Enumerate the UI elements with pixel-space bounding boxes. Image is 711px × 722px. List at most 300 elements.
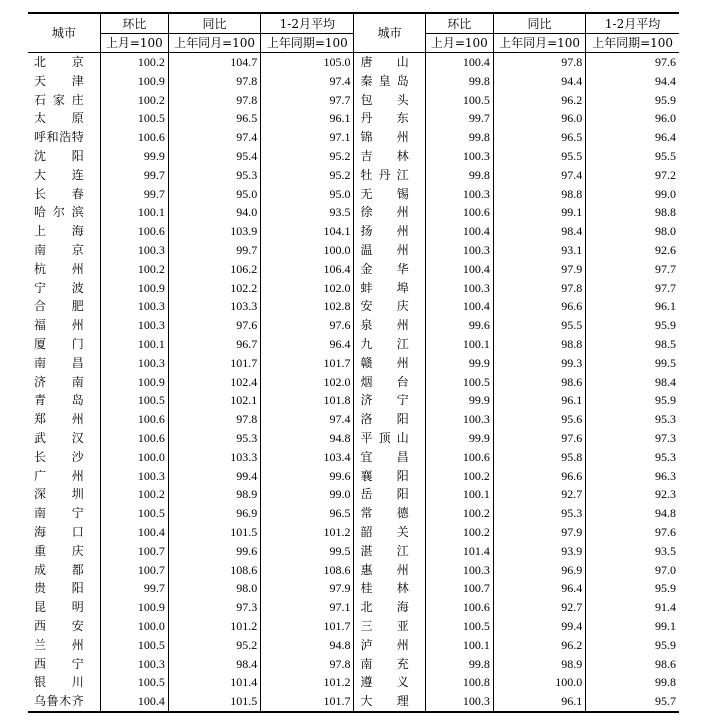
header-city-left: 城市 [28, 13, 100, 53]
left-yoy-cell: 102.4 [168, 373, 260, 392]
table-row [28, 241, 679, 260]
table-row [28, 467, 679, 486]
right-city-cell: 九江 [354, 335, 425, 354]
left-city-cell: 宁波 [34, 280, 84, 295]
right-yoy-cell: 98.8 [493, 335, 585, 354]
left-city-cell: 沈阳 [34, 148, 84, 163]
table-row [28, 53, 679, 72]
left-avg-cell: 97.7 [261, 91, 354, 110]
left-mom-cell: 100.2 [100, 53, 168, 72]
left-city-cell: 海口 [34, 524, 84, 539]
right-mom-cell: 100.5 [425, 91, 493, 110]
table-row [28, 504, 679, 523]
left-city-cell: 深圳 [34, 487, 84, 502]
left-avg-cell: 101.8 [261, 391, 354, 410]
table-row [28, 655, 679, 674]
left-yoy-cell: 104.7 [168, 53, 260, 72]
right-avg-cell: 94.4 [586, 72, 679, 91]
right-yoy-cell: 96.9 [493, 561, 585, 580]
table-row [28, 109, 679, 128]
left-yoy-cell: 101.4 [168, 673, 260, 692]
right-avg-cell: 99.8 [586, 673, 679, 692]
left-yoy-cell: 97.3 [168, 598, 260, 617]
right-mom-cell: 100.3 [425, 147, 493, 166]
left-avg-cell: 97.4 [261, 410, 354, 429]
left-yoy-cell: 95.0 [168, 185, 260, 204]
left-yoy-cell: 99.7 [168, 241, 260, 260]
right-avg-cell: 95.9 [586, 636, 679, 655]
right-avg-cell: 97.3 [586, 429, 679, 448]
right-yoy-cell: 93.9 [493, 542, 585, 561]
left-city-cell: 呼和浩特 [34, 130, 84, 145]
left-city-cell: 南京 [34, 242, 84, 257]
left-mom-cell: 100.6 [100, 128, 168, 147]
left-mom-cell: 100.4 [100, 523, 168, 542]
left-city-cell: 济南 [34, 374, 84, 389]
left-city-cell: 北京 [34, 55, 84, 69]
left-mom-cell: 100.9 [100, 373, 168, 392]
table-row [28, 335, 679, 354]
right-mom-cell: 100.7 [425, 579, 493, 598]
right-mom-cell: 100.3 [425, 561, 493, 580]
right-city-cell: 烟台 [354, 373, 425, 392]
left-yoy-cell: 98.9 [168, 485, 260, 504]
left-avg-cell: 97.1 [261, 128, 354, 147]
right-yoy-cell: 92.7 [493, 598, 585, 617]
right-city-cell: 湛江 [354, 542, 425, 561]
header-yoy-base-right: 上年同月=100 [493, 34, 585, 53]
table-row [28, 354, 679, 373]
right-avg-cell: 98.4 [586, 373, 679, 392]
left-yoy-cell: 101.5 [168, 523, 260, 542]
left-city-cell: 西宁 [34, 656, 84, 671]
right-avg-cell: 96.1 [586, 297, 679, 316]
right-yoy-cell: 94.4 [493, 72, 585, 91]
right-avg-cell: 97.6 [586, 523, 679, 542]
table-row [28, 523, 679, 542]
right-avg-cell: 97.6 [586, 53, 679, 72]
left-yoy-cell: 97.6 [168, 316, 260, 335]
right-avg-cell: 95.7 [586, 692, 679, 712]
header-row-1 [28, 13, 679, 34]
left-city-cell: 合肥 [34, 299, 84, 314]
right-avg-cell: 95.9 [586, 579, 679, 598]
right-avg-cell: 99.1 [586, 617, 679, 636]
right-mom-cell: 99.9 [425, 429, 493, 448]
left-yoy-cell: 103.9 [168, 222, 260, 241]
right-city-cell: 牡丹江 [354, 166, 425, 185]
right-mom-cell: 100.1 [425, 485, 493, 504]
table-row [28, 485, 679, 504]
left-avg-cell: 103.4 [261, 448, 354, 467]
right-yoy-cell: 93.1 [493, 241, 585, 260]
right-yoy-cell: 95.5 [493, 147, 585, 166]
left-yoy-cell: 106.2 [168, 260, 260, 279]
left-yoy-cell: 102.2 [168, 279, 260, 298]
left-mom-cell: 100.5 [100, 504, 168, 523]
left-avg-cell: 99.0 [261, 485, 354, 504]
right-mom-cell: 100.4 [425, 222, 493, 241]
table-row [28, 373, 679, 392]
right-avg-cell: 96.4 [586, 128, 679, 147]
right-avg-cell: 97.7 [586, 279, 679, 298]
right-mom-cell: 99.7 [425, 109, 493, 128]
right-city-cell: 丹东 [354, 109, 425, 128]
right-mom-cell: 100.1 [425, 335, 493, 354]
right-yoy-cell: 96.0 [493, 109, 585, 128]
right-city-cell: 宜昌 [354, 448, 425, 467]
table-row [28, 579, 679, 598]
right-avg-cell: 91.4 [586, 598, 679, 617]
right-city-cell: 韶关 [354, 523, 425, 542]
left-mom-cell: 99.7 [100, 579, 168, 598]
header-mom-left: 环比 [100, 13, 168, 34]
left-city-cell: 广州 [34, 468, 84, 483]
header-avg-base-right: 上年同期=100 [586, 34, 679, 53]
right-yoy-cell: 92.7 [493, 485, 585, 504]
left-mom-cell: 100.6 [100, 429, 168, 448]
left-yoy-cell: 98.4 [168, 655, 260, 674]
right-mom-cell: 99.8 [425, 166, 493, 185]
left-mom-cell: 100.9 [100, 72, 168, 91]
right-city-cell: 岳阳 [354, 485, 425, 504]
left-avg-cell: 93.5 [261, 203, 354, 222]
left-mom-cell: 99.7 [100, 185, 168, 204]
left-mom-cell: 100.7 [100, 561, 168, 580]
right-yoy-cell: 97.6 [493, 429, 585, 448]
left-mom-cell: 100.3 [100, 467, 168, 486]
price-index-table [28, 12, 679, 713]
right-city-cell: 南充 [354, 655, 425, 674]
right-city-cell: 北海 [354, 598, 425, 617]
left-avg-cell: 101.7 [261, 692, 354, 712]
right-city-cell: 泉州 [354, 316, 425, 335]
right-yoy-cell: 98.6 [493, 373, 585, 392]
header-avg-right: 1-2月平均 [586, 13, 679, 34]
right-yoy-cell: 96.5 [493, 128, 585, 147]
left-yoy-cell: 96.9 [168, 504, 260, 523]
right-mom-cell: 99.8 [425, 655, 493, 674]
right-yoy-cell: 96.1 [493, 692, 585, 712]
right-avg-cell: 98.0 [586, 222, 679, 241]
table-row [28, 542, 679, 561]
right-mom-cell: 100.3 [425, 410, 493, 429]
right-mom-cell: 100.8 [425, 673, 493, 692]
right-avg-cell: 99.0 [586, 185, 679, 204]
left-yoy-cell: 102.1 [168, 391, 260, 410]
left-mom-cell: 99.9 [100, 147, 168, 166]
right-city-cell: 惠州 [354, 561, 425, 580]
right-yoy-cell: 99.4 [493, 617, 585, 636]
left-yoy-cell: 95.3 [168, 429, 260, 448]
right-avg-cell: 92.3 [586, 485, 679, 504]
header-mom-base-left: 上月=100 [100, 34, 168, 53]
left-mom-cell: 100.3 [100, 297, 168, 316]
right-yoy-cell: 100.0 [493, 673, 585, 692]
left-avg-cell: 97.4 [261, 72, 354, 91]
left-city-cell: 长春 [34, 186, 84, 201]
right-mom-cell: 100.6 [425, 598, 493, 617]
table-row [28, 636, 679, 655]
left-avg-cell: 96.5 [261, 504, 354, 523]
left-city-cell: 兰州 [34, 637, 84, 652]
right-city-cell: 济宁 [354, 391, 425, 410]
left-city-cell: 太原 [34, 111, 84, 126]
table-row [28, 222, 679, 241]
left-mom-cell: 100.5 [100, 636, 168, 655]
left-mom-cell: 100.5 [100, 109, 168, 128]
left-avg-cell: 95.2 [261, 147, 354, 166]
right-avg-cell: 92.6 [586, 241, 679, 260]
left-yoy-cell: 103.3 [168, 448, 260, 467]
right-city-cell: 平顶山 [354, 429, 425, 448]
right-mom-cell: 100.6 [425, 203, 493, 222]
right-city-cell: 徐州 [354, 203, 425, 222]
right-yoy-cell: 96.2 [493, 91, 585, 110]
right-city-cell: 温州 [354, 241, 425, 260]
right-mom-cell: 99.8 [425, 72, 493, 91]
right-yoy-cell: 96.1 [493, 391, 585, 410]
right-avg-cell: 97.7 [586, 260, 679, 279]
left-city-cell: 上海 [34, 224, 84, 239]
header-row-2 [28, 34, 679, 53]
left-yoy-cell: 103.3 [168, 297, 260, 316]
left-yoy-cell: 95.3 [168, 166, 260, 185]
right-city-cell: 洛阳 [354, 410, 425, 429]
left-yoy-cell: 97.8 [168, 91, 260, 110]
right-avg-cell: 95.9 [586, 316, 679, 335]
left-city-cell: 福州 [34, 318, 84, 333]
left-city-cell: 哈尔滨 [34, 205, 84, 220]
left-avg-cell: 104.1 [261, 222, 354, 241]
left-avg-cell: 97.8 [261, 655, 354, 674]
right-mom-cell: 100.3 [425, 692, 493, 712]
table-row [28, 410, 679, 429]
right-yoy-cell: 96.4 [493, 579, 585, 598]
left-mom-cell: 100.2 [100, 485, 168, 504]
left-avg-cell: 94.8 [261, 636, 354, 655]
left-yoy-cell: 95.2 [168, 636, 260, 655]
header-avg-base-left: 上年同期=100 [261, 34, 354, 53]
left-mom-cell: 100.5 [100, 391, 168, 410]
table-row [28, 260, 679, 279]
left-avg-cell: 102.8 [261, 297, 354, 316]
right-city-cell: 桂林 [354, 579, 425, 598]
left-mom-cell: 100.4 [100, 692, 168, 712]
right-yoy-cell: 98.4 [493, 222, 585, 241]
right-avg-cell: 97.0 [586, 561, 679, 580]
header-yoy-left: 同比 [168, 13, 260, 34]
right-mom-cell: 100.5 [425, 373, 493, 392]
left-mom-cell: 100.0 [100, 617, 168, 636]
left-mom-cell: 100.0 [100, 448, 168, 467]
right-mom-cell: 100.4 [425, 53, 493, 72]
left-avg-cell: 101.2 [261, 673, 354, 692]
right-avg-cell: 97.2 [586, 166, 679, 185]
left-city-cell: 重庆 [34, 543, 84, 558]
left-avg-cell: 96.4 [261, 335, 354, 354]
left-yoy-cell: 94.0 [168, 203, 260, 222]
table-row [28, 598, 679, 617]
left-avg-cell: 95.0 [261, 185, 354, 204]
right-avg-cell: 98.5 [586, 335, 679, 354]
left-avg-cell: 101.7 [261, 617, 354, 636]
right-mom-cell: 100.4 [425, 260, 493, 279]
table-body [28, 53, 679, 712]
left-avg-cell: 102.0 [261, 373, 354, 392]
left-city-cell: 南宁 [34, 506, 84, 521]
left-avg-cell: 106.4 [261, 260, 354, 279]
left-avg-cell: 97.6 [261, 316, 354, 335]
right-mom-cell: 100.5 [425, 617, 493, 636]
left-avg-cell: 94.8 [261, 429, 354, 448]
left-avg-cell: 105.0 [261, 53, 354, 72]
right-yoy-cell: 95.3 [493, 504, 585, 523]
left-mom-cell: 100.5 [100, 673, 168, 692]
left-city-cell: 西安 [34, 618, 84, 633]
right-avg-cell: 96.3 [586, 467, 679, 486]
right-yoy-cell: 95.5 [493, 316, 585, 335]
right-yoy-cell: 99.3 [493, 354, 585, 373]
right-city-cell: 无锡 [354, 185, 425, 204]
right-yoy-cell: 97.8 [493, 53, 585, 72]
right-mom-cell: 100.3 [425, 241, 493, 260]
table-row [28, 673, 679, 692]
right-yoy-cell: 98.9 [493, 655, 585, 674]
table-row [28, 297, 679, 316]
left-city-cell: 南昌 [34, 355, 84, 370]
left-avg-cell: 97.9 [261, 579, 354, 598]
right-avg-cell: 99.5 [586, 354, 679, 373]
right-city-cell: 安庆 [354, 297, 425, 316]
price-index-table-container [28, 12, 679, 713]
right-yoy-cell: 97.4 [493, 166, 585, 185]
left-yoy-cell: 96.7 [168, 335, 260, 354]
left-city-cell: 贵阳 [34, 581, 84, 596]
right-avg-cell: 96.0 [586, 109, 679, 128]
right-mom-cell: 99.9 [425, 391, 493, 410]
right-mom-cell: 100.2 [425, 467, 493, 486]
right-avg-cell: 95.9 [586, 391, 679, 410]
right-city-cell: 常德 [354, 504, 425, 523]
table-row [28, 91, 679, 110]
right-mom-cell: 100.2 [425, 504, 493, 523]
header-mom-right: 环比 [425, 13, 493, 34]
table-row [28, 166, 679, 185]
left-mom-cell: 100.3 [100, 354, 168, 373]
left-avg-cell: 99.5 [261, 542, 354, 561]
right-city-cell: 襄阳 [354, 467, 425, 486]
right-yoy-cell: 97.9 [493, 260, 585, 279]
right-city-cell: 大理 [354, 692, 425, 712]
right-city-cell: 扬州 [354, 222, 425, 241]
right-city-cell: 蚌埠 [354, 279, 425, 298]
right-city-cell: 泸州 [354, 636, 425, 655]
table-row [28, 692, 679, 712]
right-mom-cell: 100.1 [425, 636, 493, 655]
right-yoy-cell: 95.8 [493, 448, 585, 467]
left-yoy-cell: 96.5 [168, 109, 260, 128]
left-city-cell: 昆明 [34, 600, 84, 615]
right-city-cell: 三亚 [354, 617, 425, 636]
table-row [28, 147, 679, 166]
left-avg-cell: 101.2 [261, 523, 354, 542]
table-row [28, 316, 679, 335]
left-yoy-cell: 95.4 [168, 147, 260, 166]
left-yoy-cell: 97.8 [168, 72, 260, 91]
left-mom-cell: 100.3 [100, 241, 168, 260]
left-yoy-cell: 97.4 [168, 128, 260, 147]
right-avg-cell: 95.3 [586, 410, 679, 429]
left-avg-cell: 95.2 [261, 166, 354, 185]
left-yoy-cell: 108.6 [168, 561, 260, 580]
left-avg-cell: 96.1 [261, 109, 354, 128]
header-avg-left: 1-2月平均 [261, 13, 354, 34]
right-yoy-cell: 95.6 [493, 410, 585, 429]
left-city-cell: 长沙 [34, 449, 84, 464]
header-yoy-right: 同比 [493, 13, 585, 34]
right-city-cell: 遵义 [354, 673, 425, 692]
left-city-cell: 武汉 [34, 430, 84, 445]
right-yoy-cell: 97.8 [493, 279, 585, 298]
table-row [28, 203, 679, 222]
header-mom-base-right: 上月=100 [425, 34, 493, 53]
right-city-cell: 金华 [354, 260, 425, 279]
header-city-right: 城市 [354, 13, 425, 53]
header-yoy-base-left: 上年同月=100 [168, 34, 260, 53]
left-city-cell: 厦门 [34, 336, 84, 351]
table-row [28, 429, 679, 448]
right-yoy-cell: 96.2 [493, 636, 585, 655]
left-mom-cell: 100.7 [100, 542, 168, 561]
right-mom-cell: 100.3 [425, 279, 493, 298]
left-avg-cell: 100.0 [261, 241, 354, 260]
left-avg-cell: 101.7 [261, 354, 354, 373]
right-city-cell: 吉林 [354, 147, 425, 166]
left-yoy-cell: 101.2 [168, 617, 260, 636]
left-yoy-cell: 97.8 [168, 410, 260, 429]
right-avg-cell: 93.5 [586, 542, 679, 561]
table-row [28, 448, 679, 467]
right-mom-cell: 100.3 [425, 185, 493, 204]
right-yoy-cell: 96.6 [493, 297, 585, 316]
left-mom-cell: 100.3 [100, 655, 168, 674]
left-city-cell: 郑州 [34, 412, 84, 427]
right-avg-cell: 95.5 [586, 147, 679, 166]
right-city-cell: 唐山 [354, 53, 425, 72]
right-city-cell: 锦州 [354, 128, 425, 147]
right-mom-cell: 99.6 [425, 316, 493, 335]
left-city-cell: 银川 [34, 675, 84, 690]
right-mom-cell: 99.9 [425, 354, 493, 373]
left-city-cell: 天津 [34, 73, 84, 88]
right-avg-cell: 94.8 [586, 504, 679, 523]
right-avg-cell: 95.9 [586, 91, 679, 110]
table-row [28, 391, 679, 410]
left-mom-cell: 100.6 [100, 410, 168, 429]
right-mom-cell: 100.2 [425, 523, 493, 542]
left-city-cell: 成都 [34, 562, 84, 577]
right-yoy-cell: 99.1 [493, 203, 585, 222]
left-mom-cell: 100.1 [100, 203, 168, 222]
left-yoy-cell: 98.0 [168, 579, 260, 598]
left-yoy-cell: 99.6 [168, 542, 260, 561]
left-avg-cell: 99.6 [261, 467, 354, 486]
left-yoy-cell: 101.5 [168, 692, 260, 712]
table-row [28, 561, 679, 580]
right-avg-cell: 98.8 [586, 203, 679, 222]
left-city-cell: 石家庄 [34, 92, 84, 107]
